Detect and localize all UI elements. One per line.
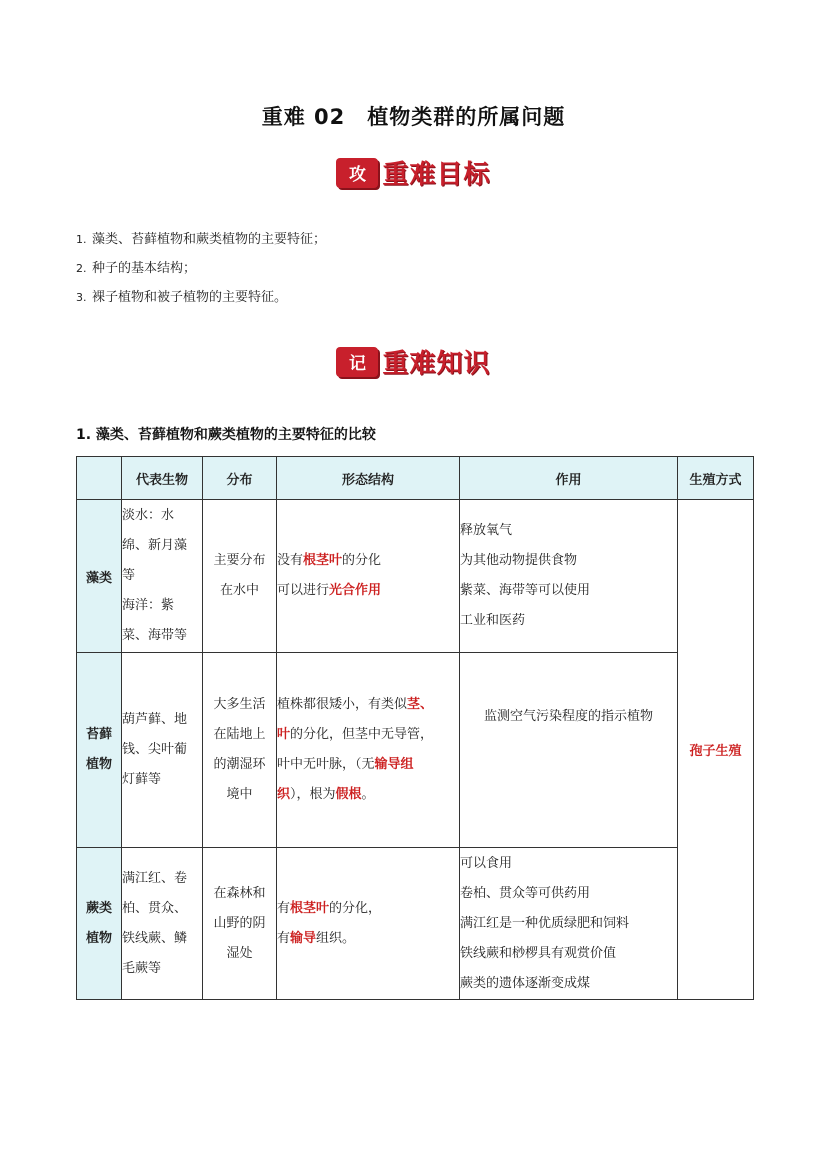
row-label-algae: 藻类	[77, 500, 122, 653]
knowledge-badge	[0, 343, 827, 381]
page-title	[0, 101, 827, 131]
goal-item: 2. 种子的基本结构；	[76, 261, 197, 276]
morphology-cell: 没有根茎叶的分化 可以进行光合作用	[277, 500, 460, 653]
section-heading: 1. 藻类、苔藓植物和蕨类植物的主要特征的比较	[76, 427, 376, 443]
row-label-moss: 苔藓 植物	[77, 653, 122, 848]
header-cell: 作用	[460, 457, 678, 500]
row-label-fern: 蕨类 植物	[77, 848, 122, 1000]
organisms-cell: 淡水：水 绵、新月藻 等 海洋：紫 菜、海带等	[122, 500, 203, 653]
reproduction-cell: 孢子生殖	[678, 500, 754, 1000]
morphology-cell: 有根茎叶的分化， 有输导组织。	[277, 848, 460, 1000]
goal-badge-text: 重难目标	[382, 160, 491, 190]
goals-list	[76, 229, 326, 316]
header-cell: 分布	[203, 457, 277, 500]
distribution-cell: 在森林和 山野的阴 湿处	[203, 848, 277, 1000]
title-main: 植物类群的所属问题	[367, 105, 566, 129]
header-cell	[77, 457, 122, 500]
header-cell: 形态结构	[277, 457, 460, 500]
header-cell: 生殖方式	[678, 457, 754, 500]
organisms-cell: 满江红、卷 柏、贯众、 铁线蕨、鳞 毛蕨等	[122, 848, 203, 1000]
table-header-row	[77, 457, 754, 500]
uses-cell: 释放氧气 为其他动物提供食物 紫菜、海带等可以使用 工业和医药	[460, 500, 678, 653]
knowledge-badge-icon: 记	[336, 347, 378, 377]
organisms-cell: 葫芦藓、地 钱、尖叶葡 灯藓等	[122, 653, 203, 848]
goal-badge-icon: 攻	[336, 158, 378, 188]
knowledge-badge-text: 重难知识	[382, 349, 491, 379]
distribution-cell: 大多生活 在陆地上 的潮湿环 境中	[203, 653, 277, 848]
table-row	[77, 653, 754, 848]
goal-item: 3. 裸子植物和被子植物的主要特征。	[76, 290, 288, 305]
title-prefix: 重难 02	[261, 105, 346, 129]
goal-item: 1. 藻类、苔藓植物和蕨类植物的主要特征；	[76, 232, 327, 247]
uses-cell: 可以食用 卷柏、贯众等可供药用 满江红是一种优质绿肥和饲料 铁线蕨和桫椤具有观赏价值 蕨类的遗体逐渐变成煤	[460, 848, 678, 1000]
goals-badge	[0, 154, 827, 192]
header-cell: 代表生物	[122, 457, 203, 500]
table-row	[77, 848, 754, 1000]
comparison-table	[76, 456, 754, 1000]
morphology-cell: 植株都很矮小，有类似茎、 叶的分化，但茎中无导管， 叶中无叶脉，（无输导组 织），根为假根。	[277, 653, 460, 848]
distribution-cell: 主要分布 在水中	[203, 500, 277, 653]
table-row	[77, 500, 754, 653]
uses-cell: 监测空气污染程度的指示植物	[460, 653, 678, 848]
